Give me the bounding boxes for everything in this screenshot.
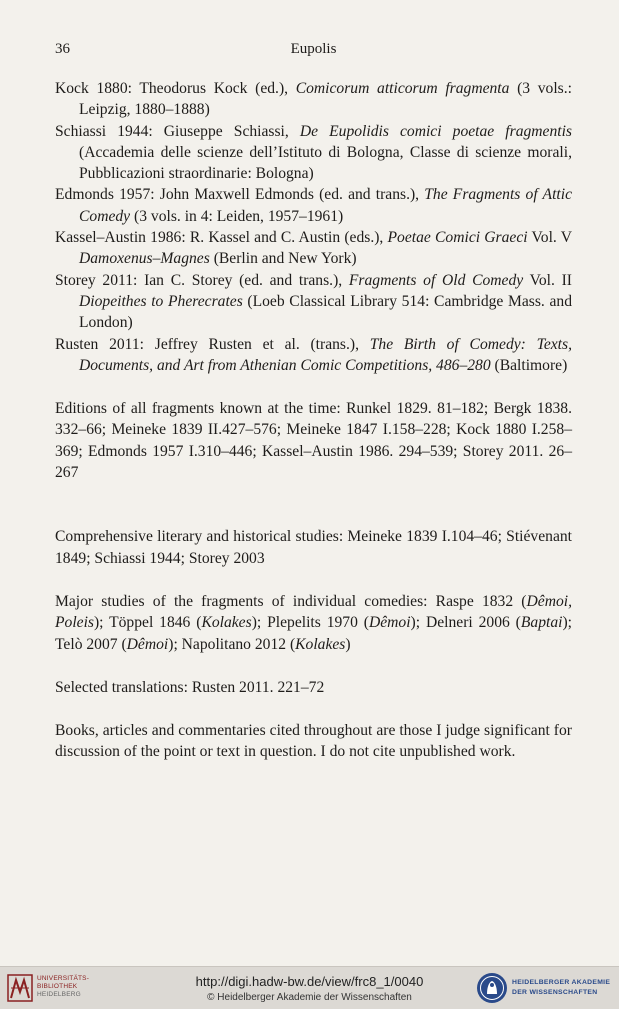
citation-note-paragraph [55, 720, 572, 763]
body-text: ); Delneri 2006 ( [410, 614, 521, 632]
body-text: (Accademia delle scienze dell’Istituto di Bologna, Classe di scienze morali, Pubblicazioni straordinarie: Bologna) [79, 143, 572, 183]
comedies-paragraph [55, 591, 572, 655]
bib-entry [55, 78, 572, 121]
body-text: (3 vols.: Leipzig, 1880–1888) [79, 80, 572, 119]
studies-paragraph [55, 526, 572, 569]
running-header [55, 41, 572, 63]
university-library-name: UNIVERSITÄTS- BIBLIOTHEK HEIDELBERG [37, 975, 90, 998]
bib-entry [55, 184, 572, 227]
academy-name: HEIDELBERGER AKADEMIE DER WISSENSCHAFTEN [512, 979, 611, 996]
italic-title-text: Damoxenus–Magnes [79, 250, 210, 268]
body-text: ); Telò 2007 ( [55, 614, 572, 653]
italic-title-text: The Birth of Comedy: Texts, Documents, and Art from Athenian Comic Competitions, 486–280 [79, 335, 572, 374]
academy-seal-icon[interactable] [476, 972, 508, 1004]
italic-title-text: Dêmoi [368, 614, 411, 632]
body-text: ) [345, 635, 351, 653]
italic-title-text: Dêmoi [126, 635, 169, 653]
editions-paragraph [55, 398, 572, 483]
body-text: Storey 2011: Ian C. Storey (ed. and trans.), [55, 271, 349, 289]
body-text: (Loeb Classical Library 514: Cambridge Mass. and London) [79, 292, 572, 332]
italic-title-text: Kolakes [295, 635, 346, 653]
bibliography-list [55, 78, 572, 376]
italic-title-text: Poetae Comici Graeci [387, 229, 528, 247]
body-text: (Baltimore) [490, 356, 568, 374]
italic-title-text: Fragments of Old Comedy [348, 271, 524, 289]
body-text: ); Napolitano 2012 ( [168, 635, 296, 653]
body-text: Kassel–Austin 1986: R. Kassel and C. Austin (eds.), [55, 229, 388, 247]
bib-entry [55, 334, 572, 377]
viewer-footer [0, 966, 619, 1009]
copyright-notice: © Heidelberger Akademie der Wissenschaften [207, 992, 412, 1003]
italic-title-text: Baptai [520, 614, 563, 632]
bib-entry [55, 270, 572, 334]
body-text: (3 vols. in 4: Leiden, 1957–1961) [130, 207, 344, 225]
body-text: Major studies of the fragments of individual comedies: Raspe 1832 ( [55, 592, 527, 610]
body-text: Kock 1880: Theodorus Kock (ed.), [55, 80, 296, 97]
italic-title-text: The Fragments of Attic Comedy [79, 186, 572, 225]
body-text: Books, articles and commentaries cited throughout are those I judge significant for discussion of the point or text in question. I do not cite unpublished work. [55, 722, 572, 761]
body-text: Rusten 2011: Jeffrey Rusten et al. (trans.), [55, 335, 370, 353]
body-text: Vol. V [527, 229, 572, 247]
body-text: Comprehensive literary and historical studies: Meineke 1839 I.104–46; Stiévenant 1849; Schiassi 1944; Storey 2003 [55, 528, 572, 567]
body-text: Schiassi 1944: Giuseppe Schiassi, [55, 122, 300, 140]
page-number: 36 [55, 41, 70, 57]
body-text: (Berlin and New York) [209, 250, 357, 268]
body-text: Edmonds 1957: John Maxwell Edmonds (ed. and trans.), [55, 186, 425, 204]
body-text: Editions of all fragments known at the time: Runkel 1829. 81–182; Bergk 1838. 332–66; Meineke 1839 II.427–576; Meineke 1847 I.158–228; Kock 1880 I.258–369; Edmonds 1957 I.310–446; Kassel–Austin 1986. 294–539; Storey 2011. 26–267 [55, 400, 572, 482]
body-text: ); Plepelits 1970 ( [251, 614, 369, 632]
body-text: ); Töppel 1846 ( [93, 614, 202, 632]
body-text: Selected translations: Rusten 2011. 221–72 [55, 678, 325, 696]
running-title: Eupolis [290, 41, 337, 57]
italic-title-text: Comicorum atticorum fragmenta [295, 80, 510, 97]
translations-paragraph [55, 677, 572, 698]
italic-title-text: Dêmoi, Poleis [55, 592, 572, 632]
italic-title-text: Kolakes [201, 614, 252, 632]
body-text: Vol. II [523, 271, 572, 289]
page-body [55, 78, 572, 763]
italic-title-text: Diopeithes to Pherecrates [79, 292, 243, 310]
bib-entry [55, 227, 572, 270]
bib-entry [55, 121, 572, 185]
italic-title-text: De Eupolidis comici poetae fragmentis [299, 122, 572, 140]
permalink-url[interactable]: http://digi.hadw-bw.de/view/frc8_1/0040 [195, 974, 424, 989]
